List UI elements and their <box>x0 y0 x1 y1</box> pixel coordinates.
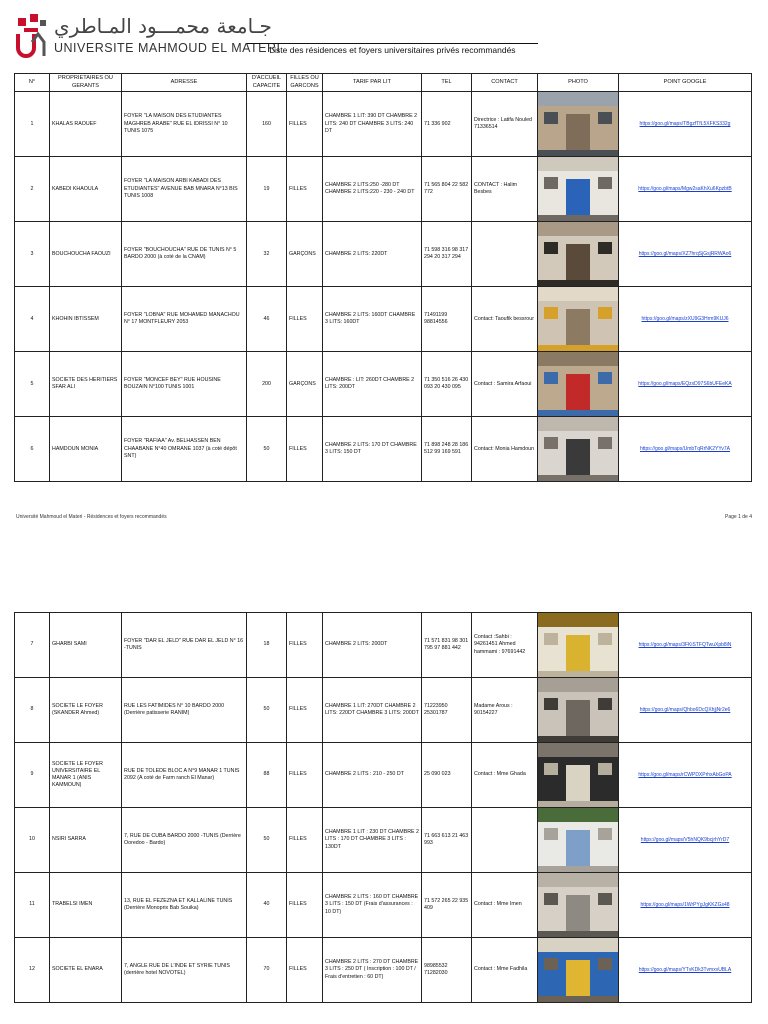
photo-shape <box>566 830 590 866</box>
residence-photo <box>538 613 618 677</box>
photo-cell <box>538 92 619 157</box>
photo-shape <box>538 157 618 171</box>
google-maps-link[interactable]: https://goo.gl/maps/V5hNQK9bcjrhYrD7 <box>619 808 752 873</box>
photo-shape <box>544 372 558 384</box>
row-number: 5 <box>15 352 50 417</box>
contact-cell: Contact: Monia Hamdoun <box>472 417 538 482</box>
tarif-cell: CHAMBRE 1 LIT: 390 DT CHAMBRE 2 LITS: 240 DT CHAMBRE 3 LITS: 240 DT <box>323 92 422 157</box>
col-header-photo: PHOTO <box>538 74 619 92</box>
photo-shape <box>538 287 618 301</box>
gender-cell: GARÇONS <box>287 222 323 287</box>
gender-cell: GARÇONS <box>287 352 323 417</box>
row-number: 2 <box>15 157 50 222</box>
gender-cell: FILLES <box>287 678 323 743</box>
row-number: 12 <box>15 938 50 1003</box>
residence-photo <box>538 938 618 1002</box>
photo-shape <box>598 242 612 254</box>
capacity-cell: 160 <box>247 92 287 157</box>
gender-cell: FILLES <box>287 808 323 873</box>
photo-shape <box>566 895 590 931</box>
gender-cell: FILLES <box>287 417 323 482</box>
contact-cell: Contact: Taoufik bessrour <box>472 287 538 352</box>
tel-cell: 25 090 023 <box>422 743 472 808</box>
photo-shape <box>544 437 558 449</box>
table-row <box>15 157 752 222</box>
gender-cell: FILLES <box>287 873 323 938</box>
photo-shape <box>538 808 618 822</box>
residence-photo <box>538 678 618 742</box>
photo-shape <box>538 417 618 431</box>
tel-cell: 71 598 316 98 317 294 20 317 294 <box>422 222 472 287</box>
google-maps-link[interactable]: https://goo.gl/maps/XZ7hrqSjGsjRRWAo6 <box>619 222 752 287</box>
row-number: 10 <box>15 808 50 873</box>
title-rule <box>247 43 538 44</box>
residence-photo-image <box>538 743 618 807</box>
owner-cell: HAMDOUN MONIA <box>50 417 122 482</box>
tel-cell: 71 663 613 21 463 993 <box>422 808 472 873</box>
photo-shape <box>538 678 618 692</box>
address-cell: 7, ANGLE RUE DE L'INDE ET SYRIE TUNIS (derrière hotel NOVOTEL) <box>122 938 247 1003</box>
row-number: 8 <box>15 678 50 743</box>
col-header-contact: CONTACT <box>472 74 538 92</box>
photo-shape <box>538 866 618 872</box>
logo-arabic-text: جـامعة محمـــود المـاطري <box>54 14 272 38</box>
residence-photo-image <box>538 613 618 677</box>
owner-cell: GHARBI SAMI <box>50 613 122 678</box>
photo-shape <box>544 633 558 645</box>
gender-cell: FILLES <box>287 92 323 157</box>
col-header-owner: PROPRIETAIRES OU GERANTS <box>50 74 122 92</box>
photo-cell <box>538 613 619 678</box>
residences-table-page2 <box>14 612 752 1003</box>
photo-cell <box>538 352 619 417</box>
photo-shape <box>538 215 618 221</box>
contact-cell <box>472 222 538 287</box>
capacity-cell: 19 <box>247 157 287 222</box>
address-cell: FOYER "RAFIAA" Av. BELHASSEN BEN CHAABANE N°40 OMRANE 1037 (à coté dépôt SNT) <box>122 417 247 482</box>
owner-cell: SOCIETE EL ENARA <box>50 938 122 1003</box>
photo-shape <box>538 743 618 757</box>
residence-photo <box>538 808 618 872</box>
tarif-cell: CHAMBRE 2 LITS: 170 DT CHAMBRE 3 LITS: 150 DT <box>323 417 422 482</box>
page-footer-right: Page 1 de 4 <box>725 514 752 520</box>
table-row <box>15 613 752 678</box>
photo-shape <box>538 736 618 742</box>
address-cell: FOYER "MONCEF BEY" RUE HOUSINE BOUZAIN N°100 TUNIS 1001 <box>122 352 247 417</box>
photo-shape <box>566 439 590 475</box>
tel-cell: 71 565 804 22 582 772 <box>422 157 472 222</box>
gender-cell: FILLES <box>287 613 323 678</box>
google-maps-link[interactable]: https://goo.gl/maps/TBgzfTfL5XFKS332g <box>619 92 752 157</box>
photo-shape <box>538 938 618 952</box>
logo-english-text: UNIVERSITE MAHMOUD EL MATERI <box>54 41 281 55</box>
owner-cell: SOCIETE LE FOYER (SKANDER Ahmed) <box>50 678 122 743</box>
photo-shape <box>538 92 618 106</box>
address-cell: FOYER "DAR EL JELD" RUE DAR EL JELD N° 16 -TUNIS <box>122 613 247 678</box>
col-header-google: POINT GOOGLE <box>619 74 752 92</box>
residence-photo <box>538 743 618 807</box>
contact-cell: Contact : Mme Ghada <box>472 743 538 808</box>
residence-photo-image <box>538 222 618 286</box>
tel-cell: 71 572 265 22 935 409 <box>422 873 472 938</box>
row-number: 9 <box>15 743 50 808</box>
owner-cell: KHOHIN IBTISSEM <box>50 287 122 352</box>
col-header-tarif: TARIF PAR LIT <box>323 74 422 92</box>
col-header-tel: TEL <box>422 74 472 92</box>
photo-shape <box>544 763 558 775</box>
residence-photo-image <box>538 873 618 937</box>
photo-cell <box>538 157 619 222</box>
table-row <box>15 678 752 743</box>
university-logo <box>14 12 281 66</box>
photo-shape <box>538 150 618 156</box>
photo-cell <box>538 678 619 743</box>
photo-shape <box>566 179 590 215</box>
address-cell: RUE DE TOLEDE BLOC A N°9 MANAR 1 TUNIS 2092 (A coté de Farm ranch El Manar) <box>122 743 247 808</box>
photo-shape <box>598 698 612 710</box>
google-maps-link[interactable]: https://goo.gl/maps/EQzxD97S6bUFEeKA <box>619 352 752 417</box>
gender-cell: FILLES <box>287 743 323 808</box>
capacity-cell: 46 <box>247 287 287 352</box>
google-maps-link[interactable]: https://goo.gl/maps/3FKiSTFQTwuXpb8iN <box>619 613 752 678</box>
photo-shape <box>538 996 618 1002</box>
logo-emblem-icon <box>14 12 50 64</box>
tarif-cell: CHAMBRE 2 LITS : 210 - 250 DT <box>323 743 422 808</box>
residence-photo <box>538 157 618 221</box>
row-number: 1 <box>15 92 50 157</box>
contact-cell: Directrice : Latifa Nouled 71336514 <box>472 92 538 157</box>
tel-cell: 71 571 831 98 301 795 97 881 442 <box>422 613 472 678</box>
tarif-cell: CHAMBRE 2 LITS:250 -280 DT CHAMBRE 2 LITS:220 - 230 - 240 DT <box>323 157 422 222</box>
page-footer-left: Université Mahmoud el Materi - Résidences et foyers recommandés <box>16 514 167 520</box>
owner-cell: SOCIETE LE FOYER UNIVERSITAIRE EL MANAR 1 (ANIS KAMMOUN) <box>50 743 122 808</box>
contact-cell: Madame Arous : 90154227 <box>472 678 538 743</box>
tel-cell: 98985532 71282030 <box>422 938 472 1003</box>
table-row <box>15 743 752 808</box>
photo-shape <box>598 893 612 905</box>
photo-shape <box>598 828 612 840</box>
row-number: 6 <box>15 417 50 482</box>
photo-shape <box>544 893 558 905</box>
capacity-cell: 70 <box>247 938 287 1003</box>
photo-shape <box>544 177 558 189</box>
capacity-cell: 50 <box>247 678 287 743</box>
row-number: 4 <box>15 287 50 352</box>
photo-cell <box>538 873 619 938</box>
address-cell: FOYER "LA MAISON ARBI KABADI DES ETUDIANTES" AVENUE BAB MNARA N°13 BIS TUNIS 1008 <box>122 157 247 222</box>
capacity-cell: 200 <box>247 352 287 417</box>
google-maps-link[interactable]: https://goo.gl/maps/UmbTqRrNK2YYv7A <box>619 417 752 482</box>
capacity-cell: 40 <box>247 873 287 938</box>
photo-shape <box>566 635 590 671</box>
address-cell: RUE LES FATIMIDES N° 10 BARDO 2000 (Derrière patisserie RANIM) <box>122 678 247 743</box>
tarif-cell: CHAMBRE 1 LIT: 270DT CHAMBRE 2 LITS: 220DT CHAMBRE 3 LITS: 200DT <box>323 678 422 743</box>
contact-cell <box>472 808 538 873</box>
residence-photo-image <box>538 678 618 742</box>
residences-table-page1 <box>14 73 752 482</box>
photo-shape <box>566 374 590 410</box>
google-maps-link[interactable]: https://goo.gl/maps/Qhbo6DcQXhjjNr2e6 <box>619 678 752 743</box>
owner-cell: SOCIETE DES HERITIERS SFAR ALI <box>50 352 122 417</box>
address-cell: FOYER "LOBNA" RUE MOHAMED MANACHOU N° 17 MONTFLEURY 2053 <box>122 287 247 352</box>
photo-shape <box>538 345 618 351</box>
tarif-cell: CHAMBRE 2 LITS: 220DT <box>323 222 422 287</box>
residence-photo <box>538 92 618 156</box>
table-row <box>15 808 752 873</box>
owner-cell: KHALAS RAOUEF <box>50 92 122 157</box>
google-maps-link[interactable]: https://goo.gl/maps/1WrPYgJgKKZGs48 <box>619 873 752 938</box>
tel-cell: 71 350 516 26 430 093 20 430 095 <box>422 352 472 417</box>
residence-photo-image <box>538 157 618 221</box>
photo-shape <box>538 931 618 937</box>
google-maps-link[interactable]: https://goo.gl/maps/zXU9G3Hrm9KUJ6 <box>619 287 752 352</box>
google-maps-link[interactable]: https://goo.gl/maps/rCWPDXPrhxAbGoPA <box>619 743 752 808</box>
row-number: 7 <box>15 613 50 678</box>
address-cell: FOYER "LA MAISON DES ETUDIANTES MAGHREB ARABE" RUE EL IDRISSI N° 10 TUNIS 1075 <box>122 92 247 157</box>
gender-cell: FILLES <box>287 157 323 222</box>
col-header-capacity: D'ACCUEIL CAPACITE <box>247 74 287 92</box>
table-row <box>15 938 752 1003</box>
residence-photo-image <box>538 287 618 351</box>
tarif-cell: CHAMBRE 2 LITS: 160DT CHAMBRE 3 LITS: 160DT <box>323 287 422 352</box>
col-header-address: ADRESSE <box>122 74 247 92</box>
tel-cell: 71223950 25301787 <box>422 678 472 743</box>
table-row <box>15 417 752 482</box>
photo-shape <box>538 222 618 236</box>
table-row <box>15 873 752 938</box>
owner-cell: BOUCHOUCHA FAOUZI <box>50 222 122 287</box>
table-row <box>15 92 752 157</box>
photo-cell <box>538 808 619 873</box>
residence-photo-image <box>538 938 618 1002</box>
contact-cell: Contact : Mme Imen <box>472 873 538 938</box>
residence-photo <box>538 222 618 286</box>
residence-photo <box>538 287 618 351</box>
google-maps-link[interactable]: https://goo.gl/maps/Mgw2saKhXu6KpzbtB <box>619 157 752 222</box>
residence-photo-image <box>538 92 618 156</box>
photo-shape <box>538 280 618 286</box>
tarif-cell: CHAMBRE 2 LITS : 270 DT CHAMBRE 3 LITS : 250 DT ( Inscription : 100 DT / Frais d'entretien : 60 DT) <box>323 938 422 1003</box>
photo-shape <box>566 244 590 280</box>
tarif-cell: CHAMBRE 2 LITS : 160 DT CHAMBRE 3 LITS : 150 DT (Frais d'assurances : 10 DT) <box>323 873 422 938</box>
photo-shape <box>598 307 612 319</box>
capacity-cell: 50 <box>247 808 287 873</box>
photo-cell <box>538 287 619 352</box>
photo-shape <box>598 437 612 449</box>
table-row <box>15 352 752 417</box>
photo-cell <box>538 222 619 287</box>
photo-shape <box>566 960 590 996</box>
photo-shape <box>544 828 558 840</box>
page-2 <box>0 600 768 1024</box>
photo-shape <box>566 765 590 801</box>
address-cell: 7, RUE DE CUBA BARDO 2000 -TUNIS (Derrière Ooredoo - Bardo) <box>122 808 247 873</box>
capacity-cell: 50 <box>247 417 287 482</box>
gender-cell: FILLES <box>287 287 323 352</box>
residence-photo <box>538 352 618 416</box>
residence-photo-image <box>538 808 618 872</box>
row-number: 11 <box>15 873 50 938</box>
contact-cell: Contact :Sahbi : 94261451 Ahmed hammami : 97691442 <box>472 613 538 678</box>
table-row <box>15 287 752 352</box>
photo-shape <box>544 307 558 319</box>
photo-shape <box>538 873 618 887</box>
table-row <box>15 222 752 287</box>
photo-cell <box>538 417 619 482</box>
capacity-cell: 32 <box>247 222 287 287</box>
photo-shape <box>598 958 612 970</box>
col-header-number: N° <box>15 74 50 92</box>
photo-shape <box>544 958 558 970</box>
photo-cell <box>538 938 619 1003</box>
photo-shape <box>598 372 612 384</box>
photo-shape <box>538 475 618 481</box>
photo-shape <box>566 309 590 345</box>
capacity-cell: 18 <box>247 613 287 678</box>
residence-photo-image <box>538 417 618 481</box>
photo-shape <box>566 700 590 736</box>
photo-cell <box>538 743 619 808</box>
owner-cell: KABEDI KHAOULA <box>50 157 122 222</box>
photo-shape <box>538 410 618 416</box>
address-cell: FOYER "BOUCHOUCHA" RUE DE TUNIS N° 5 BARDO 2000 (à coté de la CNAM) <box>122 222 247 287</box>
google-maps-link[interactable]: https://goo.gl/maps/YTvKDk3TvmxvUBLA <box>619 938 752 1003</box>
address-cell: 13, RUE EL FEZEZNA ET KALLALINE TUNIS (Derrière Monoprix Bab Souika) <box>122 873 247 938</box>
contact-cell: CONTACT : Halim Besbes <box>472 157 538 222</box>
photo-shape <box>544 112 558 124</box>
gender-cell: FILLES <box>287 938 323 1003</box>
photo-shape <box>566 114 590 150</box>
contact-cell: Contact : Mme Fadhila <box>472 938 538 1003</box>
residence-photo <box>538 417 618 481</box>
row-number: 3 <box>15 222 50 287</box>
photo-shape <box>538 613 618 627</box>
residence-photo <box>538 873 618 937</box>
tel-cell: 71 336 902 <box>422 92 472 157</box>
photo-shape <box>598 177 612 189</box>
table-header-row <box>15 74 752 92</box>
tel-cell: 71 898 248 28 186 512 99 169 591 <box>422 417 472 482</box>
col-header-gender: FILLES OU GARCONS <box>287 74 323 92</box>
document-title: Liste des résidences et foyers universitaires privés recommandés <box>269 45 516 55</box>
photo-shape <box>538 671 618 677</box>
owner-cell: TRABELSI IMEN <box>50 873 122 938</box>
tarif-cell: CHAMBRE 2 LITS: 200DT <box>323 613 422 678</box>
tel-cell: 71491199 98814556 <box>422 287 472 352</box>
photo-shape <box>544 242 558 254</box>
capacity-cell: 88 <box>247 743 287 808</box>
photo-shape <box>598 112 612 124</box>
tarif-cell: CHAMBRE 1 LIT : 230 DT CHAMBRE 2 LITS : 170 DT CHAMBRE 3 LITS : 130DT <box>323 808 422 873</box>
tarif-cell: CHAMBRE : LIT: 260DT CHAMBRE 2 LITS: 200DT <box>323 352 422 417</box>
photo-shape <box>598 633 612 645</box>
photo-shape <box>538 801 618 807</box>
contact-cell: Contact : Samira Arfaoui <box>472 352 538 417</box>
photo-shape <box>598 763 612 775</box>
photo-shape <box>544 698 558 710</box>
residence-photo-image <box>538 352 618 416</box>
photo-shape <box>538 352 618 366</box>
owner-cell: NSIRI SARRA <box>50 808 122 873</box>
